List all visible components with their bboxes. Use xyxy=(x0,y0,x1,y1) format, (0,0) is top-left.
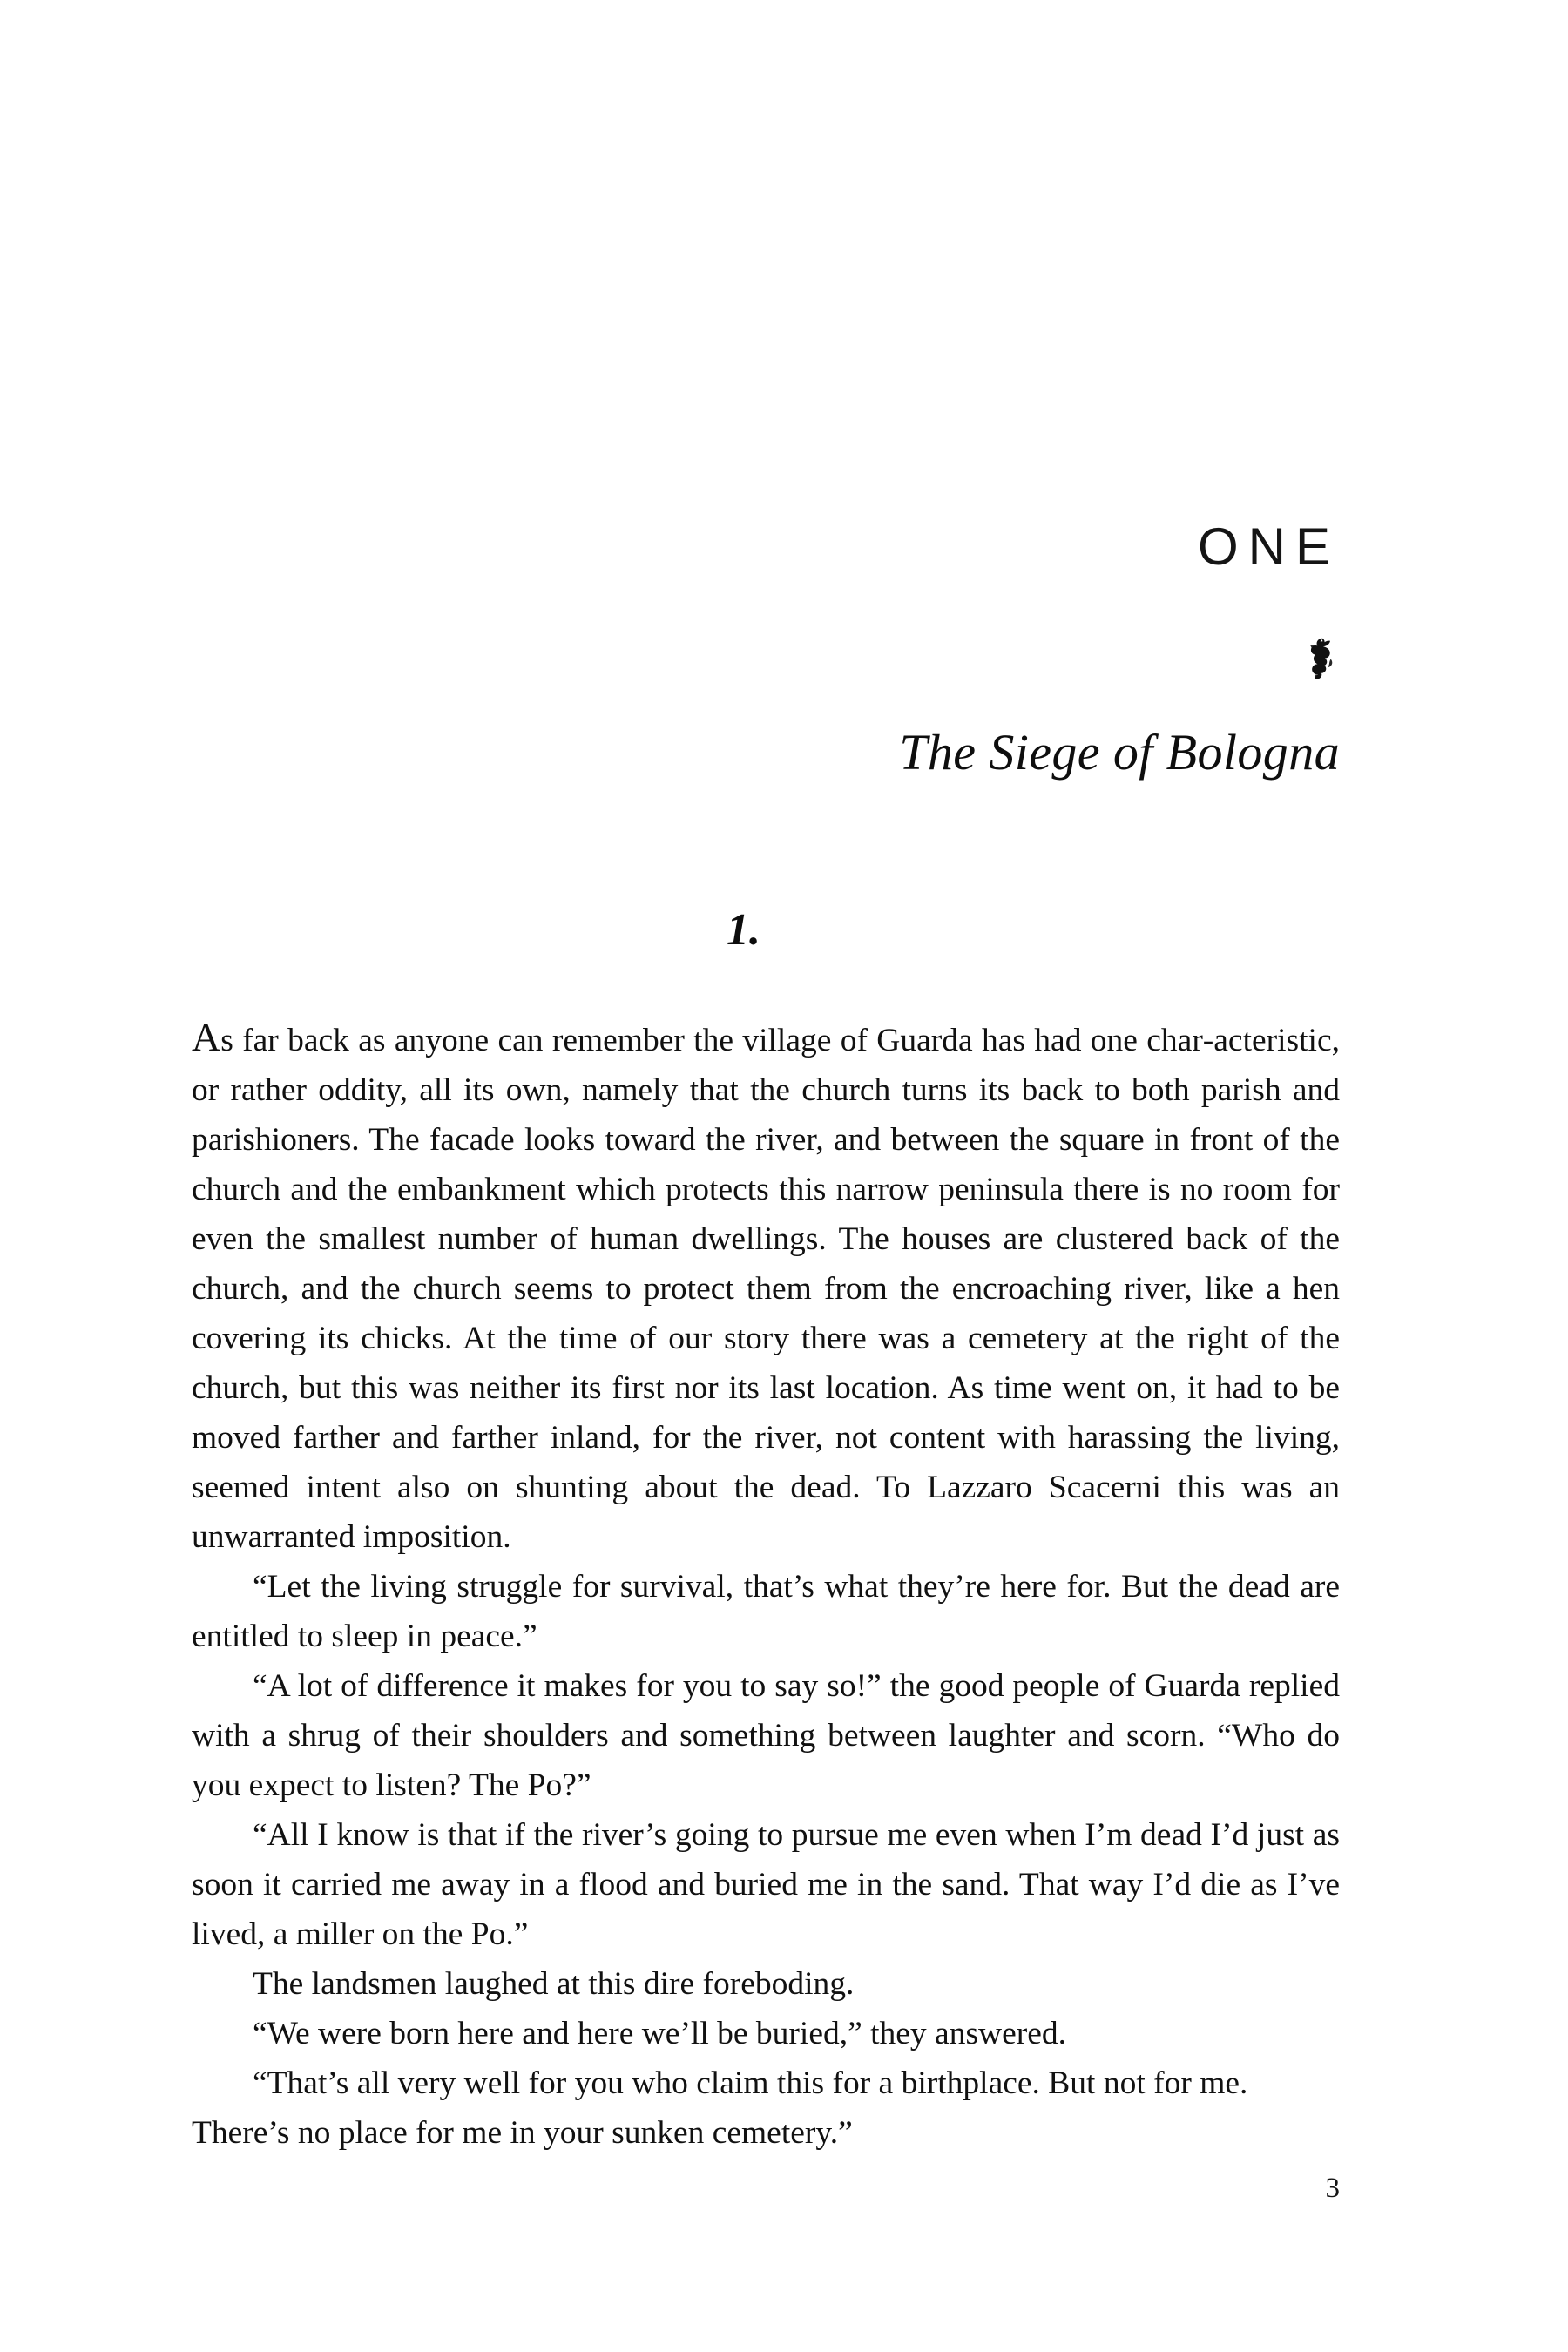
page-number: 3 xyxy=(1325,2173,1340,2204)
body-paragraph: “A lot of difference it makes for you to say so!” the good people of Guarda replied with a shrug of their shoulders and something between laughter and scorn. “Who do you expect to listen? The Po?” xyxy=(192,1668,1340,1803)
paragraph-text: s far back as anyone can remember the village of Guarda has had one char‑acteristic, or rather oddity, all its own, namely that the church turns its back to both parish and parishioners. The facade looks toward the river, and between the square in front of the church and the embankment which protects this narrow peninsula there is no room for even the smallest number of human dwellings. The houses are clustered back of the church, and the church seems to protect them from the encroaching river, like a hen covering its chicks. At the time of our story there was a cemetery at the right of the church, but this was neither its first nor its last location. As time went on, it had to be moved farther and farther inland, for the river, not content with harassing the living, seemed intent also on shunting about the dead. To Lazzaro Scacerni this was an unwarranted imposition. xyxy=(192,1023,1340,1555)
paragraph-initial-cap: A xyxy=(192,1015,221,1059)
chapter-label xyxy=(192,517,1342,576)
chapter-title: The Siege of Bologna xyxy=(899,724,1340,781)
body-paragraph: “Let the living struggle for survival, that’s what they’re here for. But the dead are entitled to sleep in peace.” xyxy=(192,1569,1340,1654)
body-paragraph: “We were born here and here we’ll be buried,” they answered. xyxy=(253,2016,1067,2051)
ornament-row xyxy=(192,636,1350,685)
fleuron-ornament-icon xyxy=(1300,636,1340,685)
section-number: 1. xyxy=(727,905,760,955)
body-paragraph: “That’s all very well for you who claim this for a birthplace. But not for me. There’s no place for me in your sunken cemetery.” xyxy=(192,2065,1248,2151)
body-paragraph: “All I know is that if the river’s going to pursue me even when I’m dead I’d just as soon it carried me away in a flood and buried me in the sand. That way I’d die as I’ve lived, a miller on the Po.” xyxy=(192,1817,1340,1952)
body-copy xyxy=(192,1016,1340,2158)
body-paragraph xyxy=(192,1016,1340,1562)
chapter-label-text: ONE xyxy=(1197,517,1340,576)
body-paragraph: The landsmen laughed at this dire foreboding. xyxy=(253,1966,855,2002)
